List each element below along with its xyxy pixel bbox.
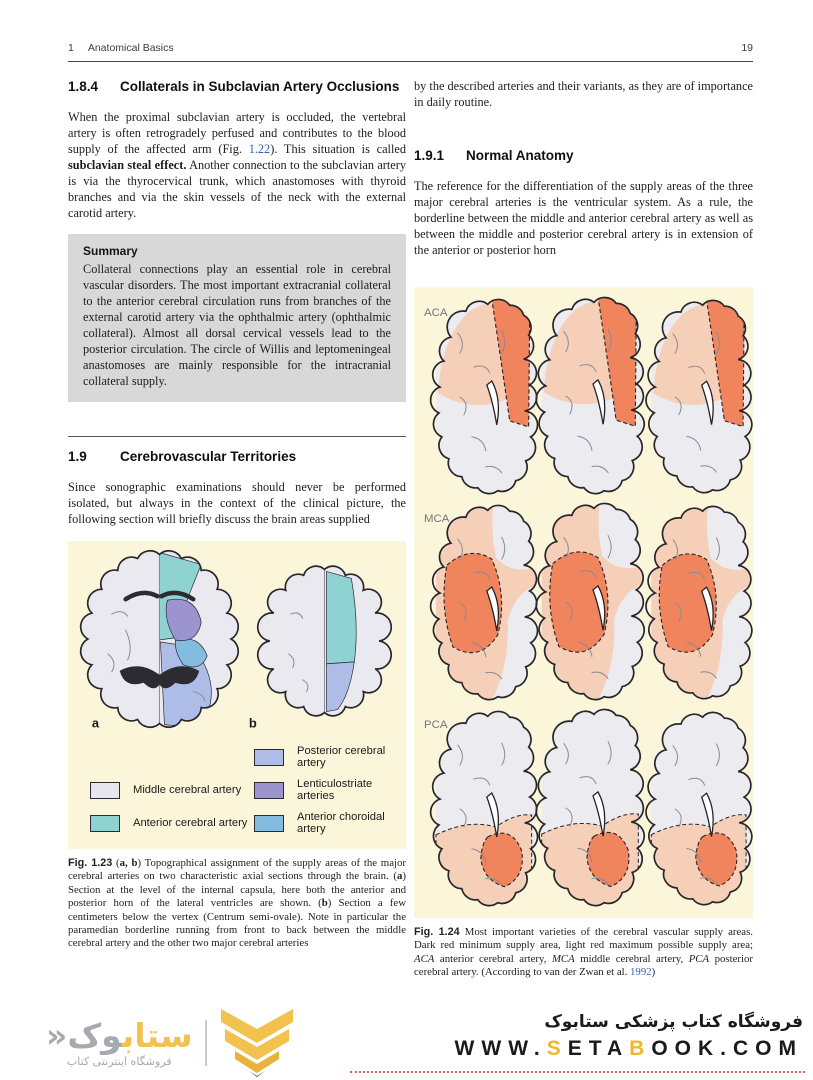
footer-right-block bbox=[455, 1012, 803, 1061]
figure-1-24 bbox=[414, 287, 753, 918]
legend-item-middle-cerebral bbox=[90, 778, 254, 802]
figure-legend bbox=[68, 741, 406, 835]
chapter-number: 1 bbox=[68, 42, 74, 54]
section-divider bbox=[68, 436, 406, 465]
setabook-logo[interactable] bbox=[46, 1009, 295, 1077]
left-column bbox=[68, 78, 406, 951]
legend-item-anterior-choroidal bbox=[254, 811, 396, 835]
coronal-sections-row-aca bbox=[414, 294, 753, 500]
section-number: 1.9.1 bbox=[414, 148, 445, 163]
paragraph-territories-intro: Since sonographic examinations should never be performed isolated, but always in the context of the clinical picture, the following section will briefly discuss the brain areas supplied bbox=[68, 480, 406, 526]
right-column bbox=[414, 78, 753, 980]
dotted-divider bbox=[350, 1071, 805, 1073]
chapter-title: Anatomical Basics bbox=[87, 42, 174, 54]
section-title: Collaterals in Subclavian Artery Occlusions bbox=[120, 79, 400, 94]
color-swatch bbox=[90, 782, 120, 799]
page-header bbox=[68, 42, 753, 62]
row-label-pca: PCA bbox=[423, 719, 448, 732]
logo-subtitle: فروشگاه اینترنتی کتاب bbox=[66, 1054, 172, 1068]
paragraph-subclavian-steal: When the proximal subclavian artery is occluded, the vertebral artery is often retrogradely perfused and contributes to the blood supply of the affected arm (Fig. 1.22). This situation is called subclavian steal effect. Another connection to the subclavian artery is via the thyrocervical trunk, which anastomoses with thyroid branches and via the skin vessels of the neck with the external carotid artery. bbox=[68, 110, 406, 220]
axial-brain-sections-illustration bbox=[68, 544, 406, 736]
figure-1-23 bbox=[68, 541, 406, 849]
coronal-sections-row-pca bbox=[414, 706, 753, 912]
legend-label: Lenticulostriate arteries bbox=[297, 778, 373, 802]
chevron-shield-icon bbox=[219, 1009, 295, 1077]
legend-label: Middle cerebral artery bbox=[133, 784, 242, 796]
coronal-sections-row-mca bbox=[414, 500, 753, 706]
store-title: فروشگاه کتاب پزشکی ستابوک bbox=[544, 1012, 803, 1032]
legend-item-lenticulostriate bbox=[254, 778, 396, 802]
summary-box bbox=[68, 234, 406, 402]
section-heading-1-9-1 bbox=[414, 147, 753, 164]
logo-wordmark-block bbox=[46, 1015, 193, 1068]
section-number: 1.9 bbox=[68, 449, 87, 464]
panel-label-a: a bbox=[91, 715, 100, 731]
watermark-footer bbox=[0, 1004, 813, 1080]
logo-wordmark: ستابوک« bbox=[46, 1015, 193, 1055]
figure-1-24-caption: Fig. 1.24 Most important varieties of the cerebral vascular supply areas. Dark red minimum supply area, light red maximum possible supply area; ACA anterior cerebral artery, MCA middle cerebral artery, PCA posterior cerebral artery. (According to van der Zwan et al. 1992) bbox=[414, 926, 753, 979]
color-swatch bbox=[90, 815, 120, 832]
panel-label-b: b bbox=[248, 715, 257, 731]
legend-label: Posterior cerebral artery bbox=[297, 745, 386, 769]
paragraph-continuation: by the described arteries and their variants, as they are of importance in daily routine. bbox=[414, 79, 753, 109]
color-swatch bbox=[254, 749, 284, 766]
section-heading-1-9 bbox=[68, 448, 406, 465]
logo-divider bbox=[205, 1020, 207, 1066]
paragraph-normal-anatomy: The reference for the differentiation of the supply areas of the three major cerebral arteries is the ventricular system. As a rule, the borderline between the middle and anterior cerebral artery as well as between the middle and posterior cerebral artery is in extension of the anterior or posterior horn bbox=[414, 179, 753, 257]
row-label-mca: MCA bbox=[423, 513, 450, 526]
row-label-aca: ACA bbox=[423, 307, 448, 320]
figure-1-23-caption: Fig. 1.23 (a, b) Topographical assignment of the supply areas of the major cerebral arteries on two characteristic axial sections through the brain. (a) Section at the level of the internal capsula, here both the anterior and posterior horn of the lateral ventricles are shown. (b) Section a few centimeters below the vertex (Centrum semi-ovale). Note in particular the paramedian borderline running from front to back between the middle cerebral artery and the other two major cerebral arteries bbox=[68, 857, 406, 950]
legend-item-anterior-cerebral bbox=[90, 811, 254, 835]
section-number: 1.8.4 bbox=[68, 79, 99, 94]
section-heading-1-8-4 bbox=[68, 78, 406, 95]
legend-label: Anterior choroidal artery bbox=[297, 811, 385, 835]
site-url[interactable]: WWW.SETABOOK.COM bbox=[454, 1037, 803, 1060]
section-title: Normal Anatomy bbox=[466, 148, 574, 163]
summary-heading: Summary bbox=[83, 244, 138, 258]
color-swatch bbox=[254, 782, 284, 799]
color-swatch bbox=[254, 815, 284, 832]
crossref-fig-1-22[interactable]: 1.22 bbox=[248, 142, 271, 156]
crossref-zwan-1992[interactable]: 1992 bbox=[630, 966, 652, 979]
summary-body: Collateral connections play an essential role in cerebral vascular disorders. The most important extracranial collateral to the anterior cerebral circulation runs from branches of the external carotid artery via the ophthalmic artery (ophthalmic collateral). Almost all dorsal cervical vessels lead to the posterior circulation. The circle of Willis and leptomeningeal anastomoses are mainly responsible for the intracranial collateral supply. bbox=[83, 262, 391, 388]
section-title: Cerebrovascular Territories bbox=[120, 449, 297, 464]
legend-label: Anterior cerebral artery bbox=[133, 817, 248, 829]
legend-item-posterior-cerebral bbox=[254, 745, 396, 769]
page-number: 19 bbox=[741, 42, 753, 54]
